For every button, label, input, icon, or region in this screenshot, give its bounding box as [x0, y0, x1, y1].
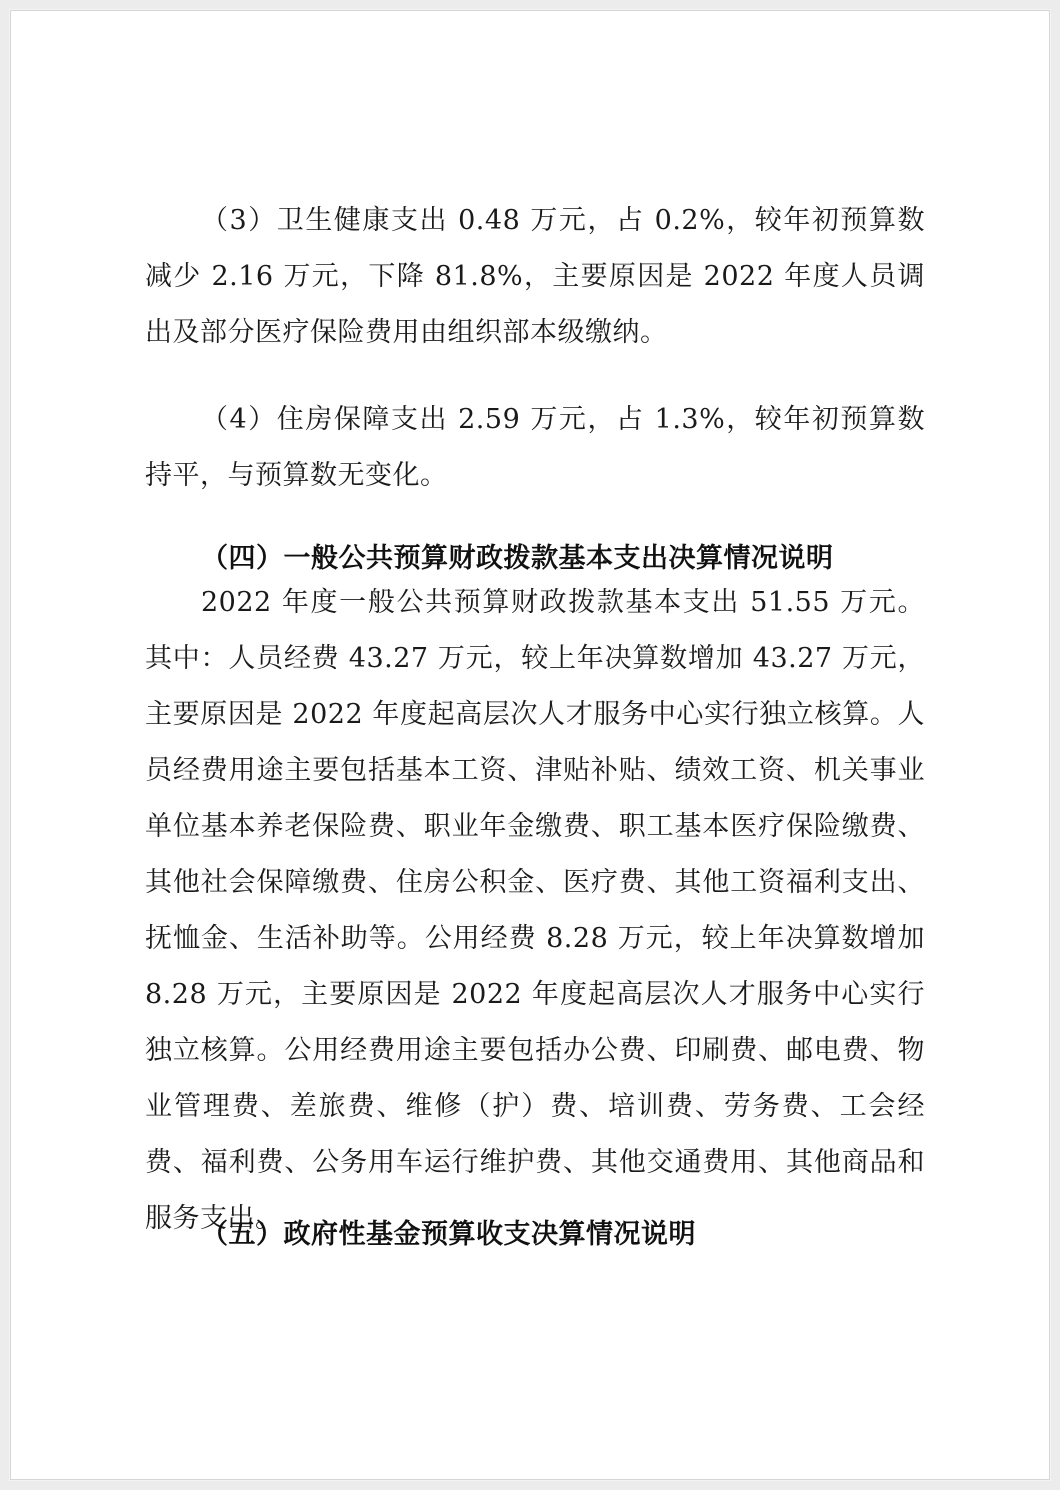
- paragraph-health-expenditure: （3）卫生健康支出 0.48 万元，占 0.2%，较年初预算数减少 2.16 万元，下降 81.8%，主要原因是 2022 年度人员调出及部分医疗保险费用由组织部本级缴纳。: [145, 205, 925, 348]
- section-heading-basic-expenditure: （四）一般公共预算财政拨款基本支出决算情况说明: [201, 543, 834, 574]
- paragraph-housing-expenditure: （4）住房保障支出 2.59 万元，占 1.3%，较年初预算数持平，与预算数无变化。: [145, 404, 925, 491]
- section-heading-government-fund: （五）政府性基金预算收支决算情况说明: [201, 1219, 696, 1250]
- document-page: [10, 10, 1050, 1480]
- paragraph-basic-expenditure: 2022 年度一般公共预算财政拨款基本支出 51.55 万元。其中：人员经费 43.27 万元，较上年决算数增加 43.27 万元，主要原因是 2022 年度起高层次人才服务中心实行独立核算。人员经费用途主要包括基本工资、津贴补贴、绩效工资、机关事业单位基本养老保险费、职业年金缴费、职工基本医疗保险缴费、其他社会保障缴费、住房公积金、医疗费、其他工资福利支出、抚恤金、生活补助等。公用经费 8.28 万元，较上年决算数增加 8.28 万元，主要原因是 2022 年度起高层次人才服务中心实行独立核算。公用经费用途主要包括办公费、印刷费、邮电费、物业管理费、差旅费、维修（护）费、培训费、劳务费、工会经费、福利费、公务用车运行维护费、其他交通费用、其他商品和服务支出。: [145, 587, 925, 1234]
